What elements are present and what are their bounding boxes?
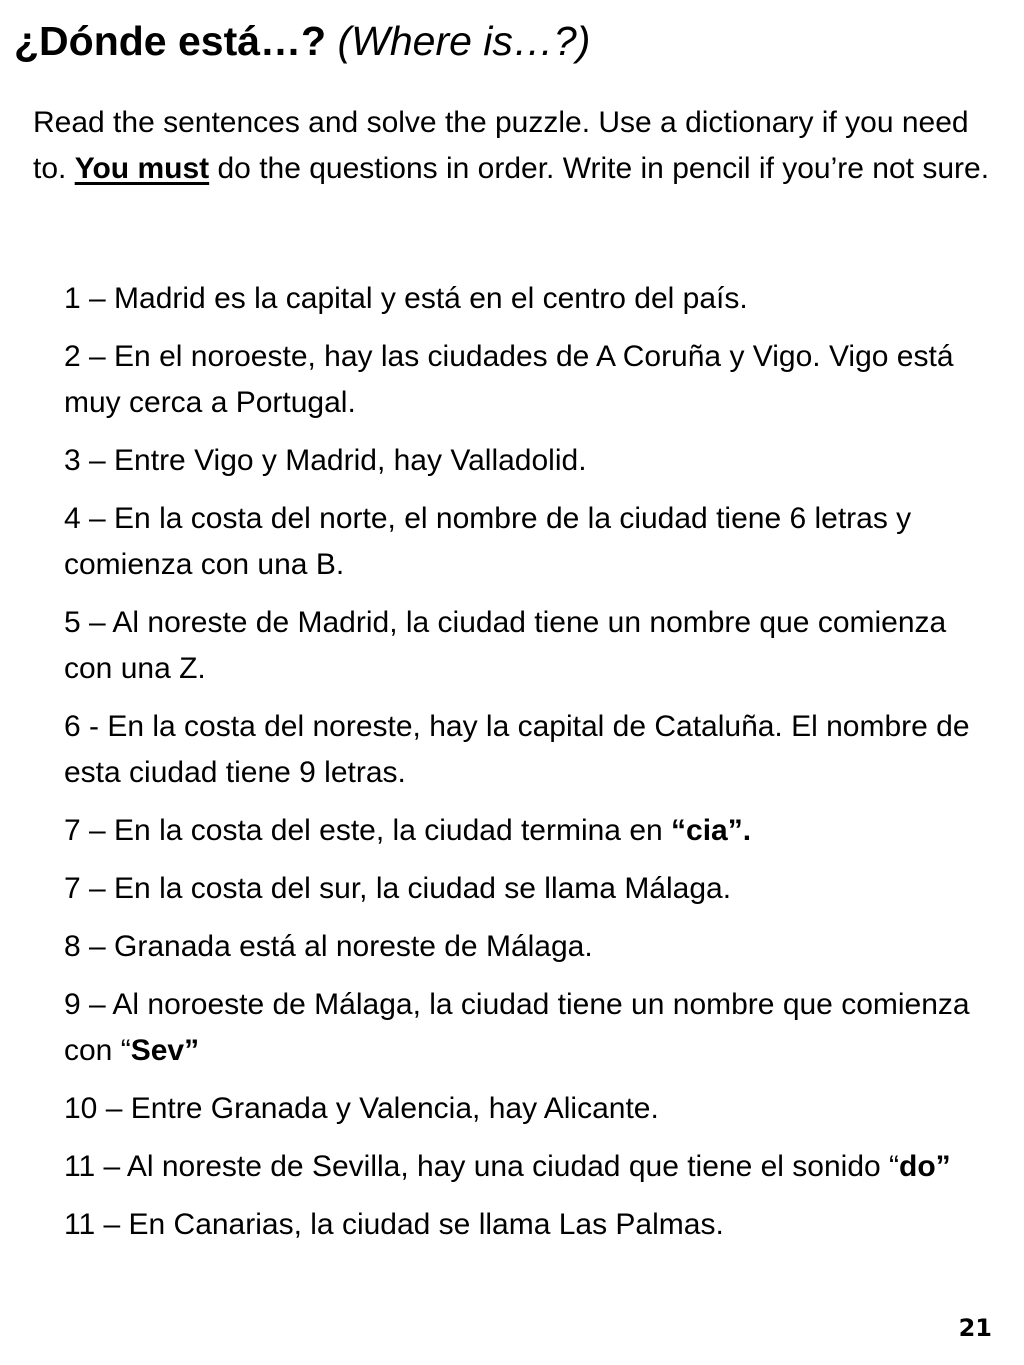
sentence-text: 11 – Al noreste de Sevilla, hay una ciudad que tiene el sonido “ bbox=[64, 1150, 900, 1183]
sentence-text: 7 – En la costa del este, la ciudad termina en bbox=[64, 814, 672, 847]
instructions-part1: Read the sentences and solve the puzzle. Use a dictionary if you need to. bbox=[33, 106, 969, 185]
sentence-text: 10 – Entre Granada y Valencia, hay Alicante. bbox=[64, 1092, 659, 1125]
instructions-paragraph bbox=[33, 100, 993, 192]
sentence-text: 11 – En Canarias, la ciudad se llama Las Palmas. bbox=[64, 1208, 724, 1241]
sentence-item bbox=[64, 496, 994, 588]
sentence-item bbox=[64, 982, 994, 1074]
sentence-list bbox=[64, 276, 994, 1260]
sentence-text: 5 – Al noreste de Madrid, la ciudad tiene un nombre que comienza con una Z. bbox=[64, 606, 947, 685]
sentence-text: 2 – En el noroeste, hay las ciudades de A Coruña y Vigo. Vigo está muy cerca a Portugal. bbox=[64, 340, 954, 419]
sentence-item bbox=[64, 438, 994, 484]
page-number: 21 bbox=[958, 1314, 992, 1342]
title-subtitle: (Where is…?) bbox=[337, 18, 591, 64]
sentence-text: 3 – Entre Vigo y Madrid, hay Valladolid. bbox=[64, 444, 587, 477]
sentence-item bbox=[64, 1202, 994, 1248]
sentence-item bbox=[64, 1144, 994, 1190]
sentence-item bbox=[64, 924, 994, 970]
sentence-bold-text: Sev” bbox=[130, 1034, 200, 1067]
sentence-item bbox=[64, 334, 994, 426]
sentence-item bbox=[64, 808, 994, 854]
instructions-emphasis: You must bbox=[74, 152, 210, 185]
sentence-text: 6 - En la costa del noreste, hay la capital de Cataluña. El nombre de esta ciudad tiene 9 letras. bbox=[64, 710, 970, 789]
sentence-item bbox=[64, 866, 994, 912]
sentence-item bbox=[64, 704, 994, 796]
sentence-text: 1 – Madrid es la capital y está en el centro del país. bbox=[64, 282, 748, 315]
sentence-text: 8 – Granada está al noreste de Málaga. bbox=[64, 930, 593, 963]
title-main: ¿Dónde está…? bbox=[14, 18, 327, 64]
sentence-text: 4 – En la costa del norte, el nombre de la ciudad tiene 6 letras y comienza con una B. bbox=[64, 502, 912, 581]
sentence-bold-text: “cia”. bbox=[671, 814, 752, 847]
sentence-bold-text: do” bbox=[899, 1150, 951, 1183]
sentence-item bbox=[64, 1086, 994, 1132]
sentence-text: 9 – Al noroeste de Málaga, la ciudad tiene un nombre que comienza con “ bbox=[64, 988, 970, 1067]
sentence-item bbox=[64, 600, 994, 692]
sentence-text: 7 – En la costa del sur, la ciudad se llama Málaga. bbox=[64, 872, 732, 905]
instructions-part2: do the questions in order. Write in pencil if you’re not sure. bbox=[209, 152, 990, 185]
sentence-item bbox=[64, 276, 994, 322]
page-title bbox=[14, 14, 590, 68]
